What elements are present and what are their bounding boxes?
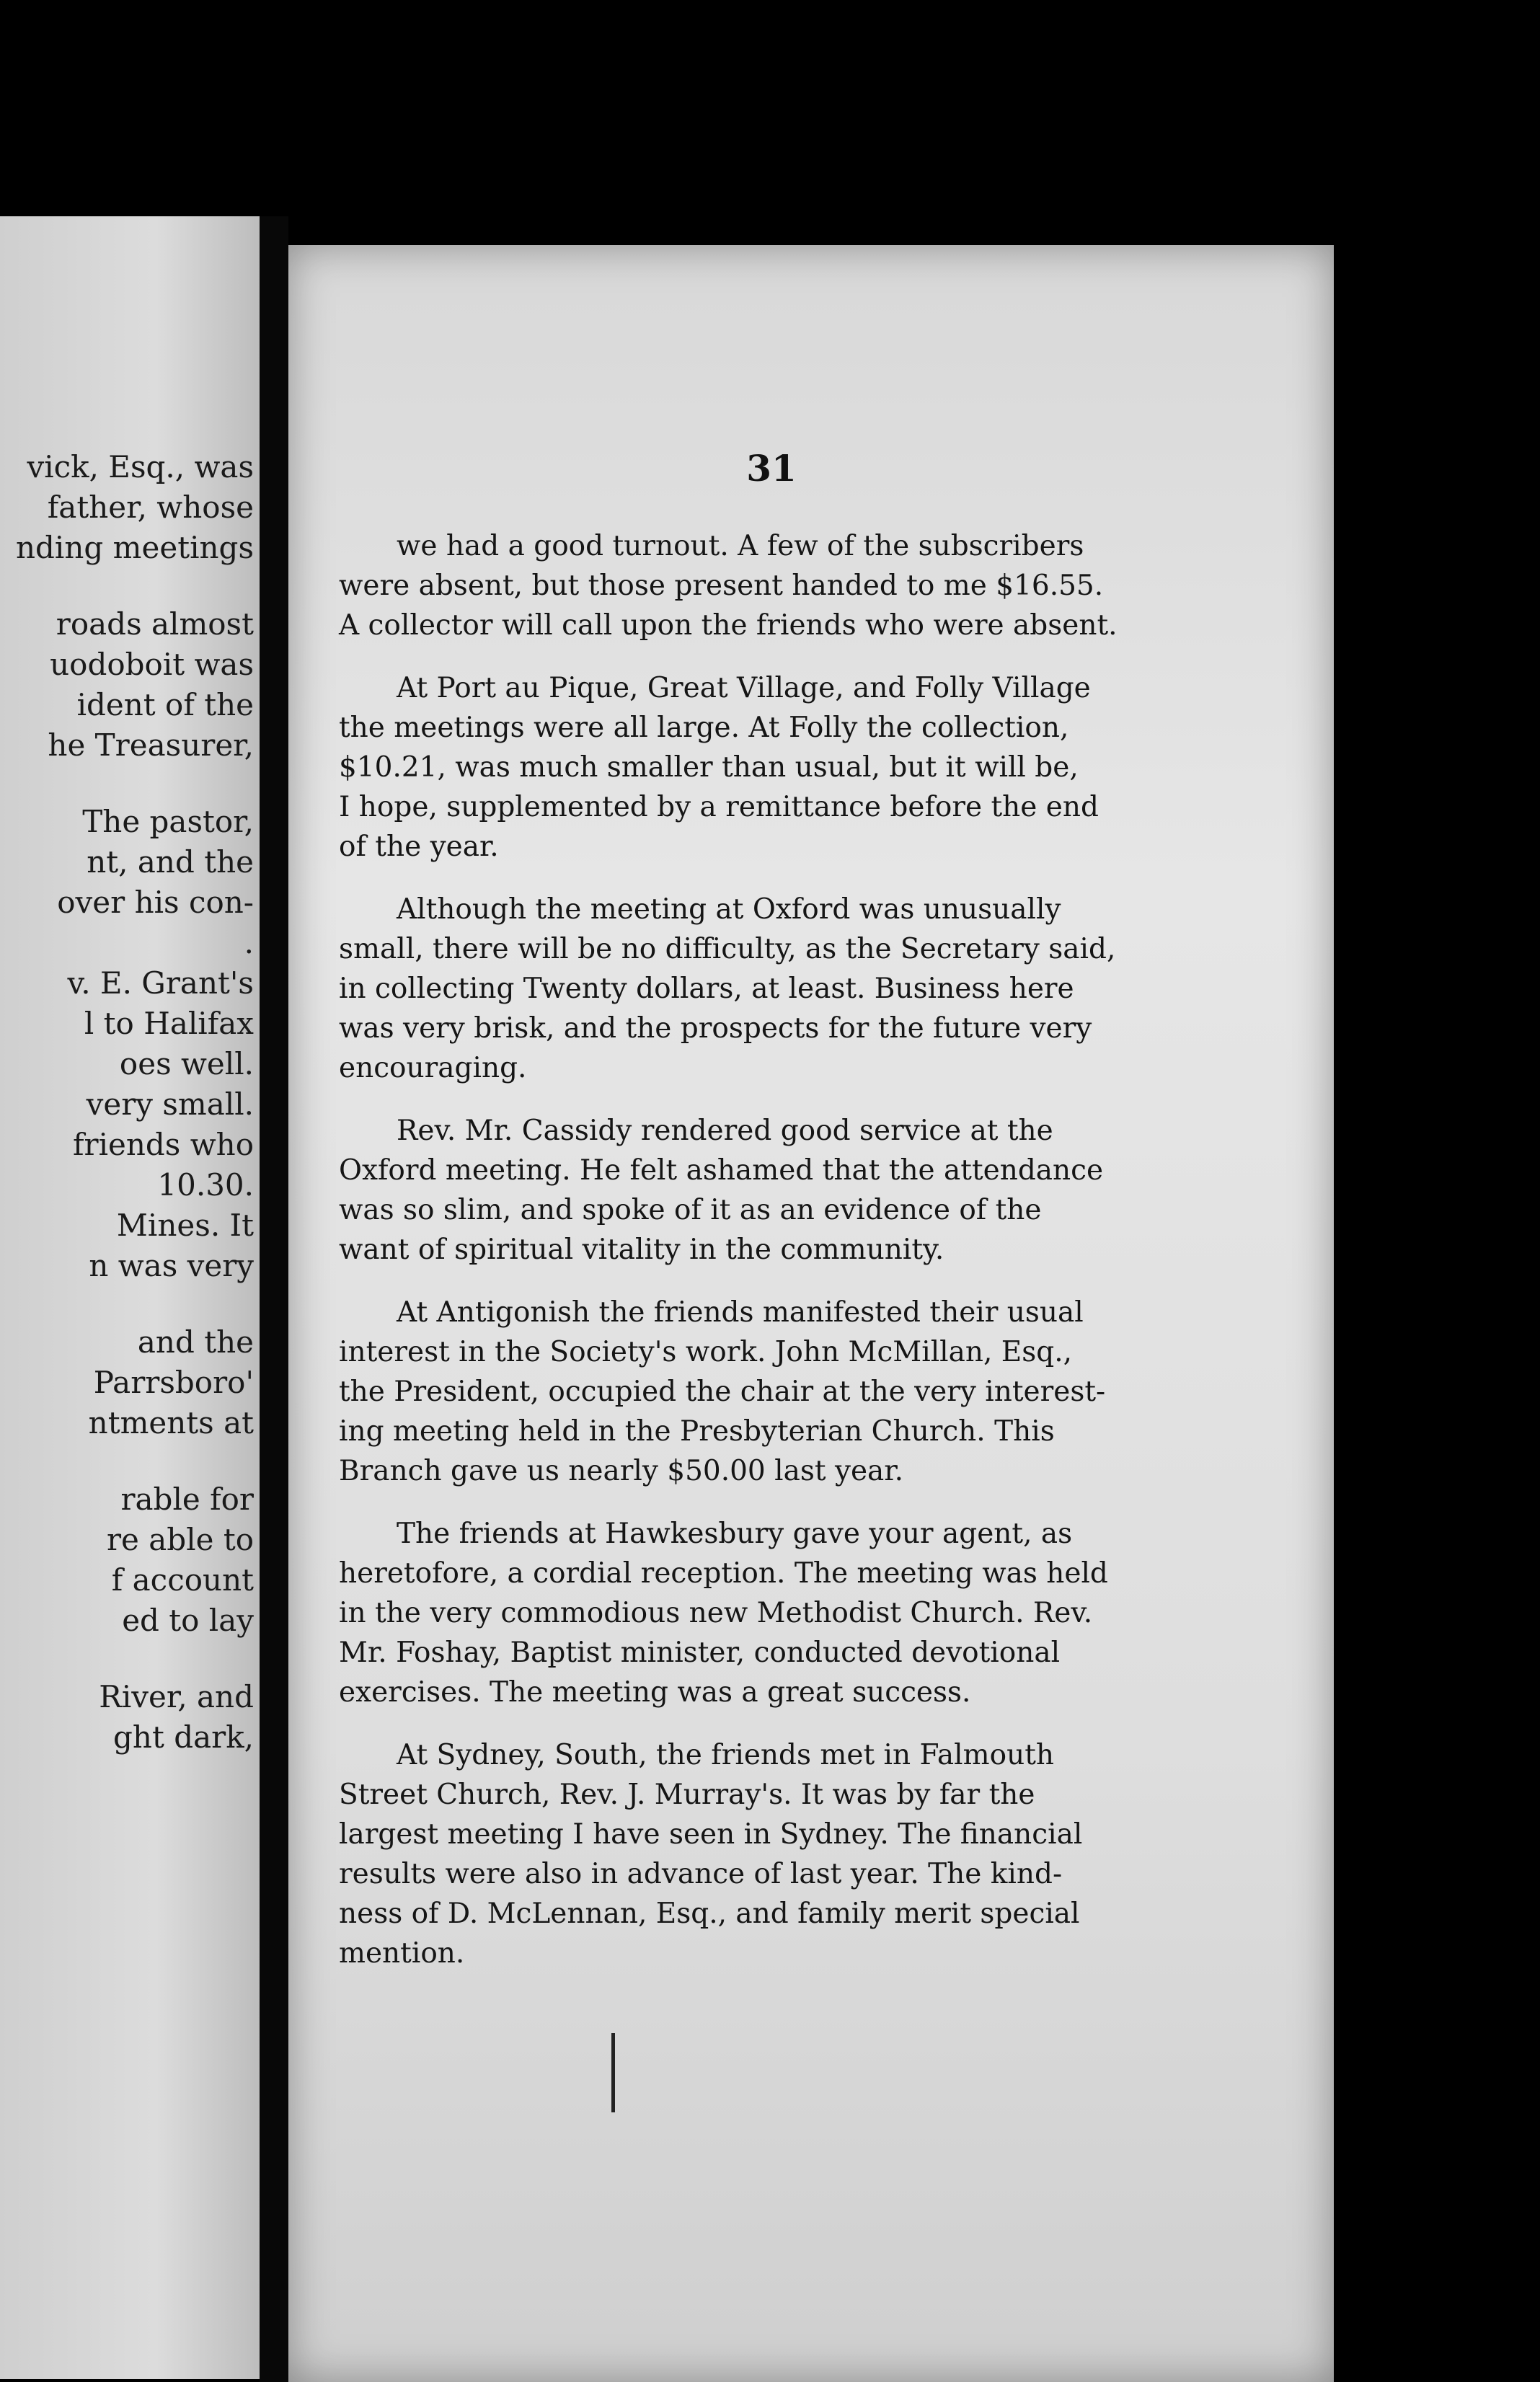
- previous-page-line: roads almost: [56, 606, 254, 642]
- paragraph-line: exercises. The meeting was a great success.: [339, 1676, 971, 1709]
- previous-page-line: [16, 568, 254, 604]
- paragraph-line: small, there will be no difficulty, as the Secretary said,: [339, 933, 1116, 965]
- previous-page-line: oes well.: [119, 1046, 254, 1081]
- paragraph-line: ing meeting held in the Presbyterian Church. This: [339, 1415, 1055, 1448]
- paragraph-line: was very brisk, and the prospects for the future very: [339, 1012, 1092, 1045]
- paragraph-line: The friends at Hawkesbury gave your agent, as: [397, 1518, 1073, 1550]
- paragraph-line: we had a good turnout. A few of the subscribers: [397, 530, 1084, 562]
- previous-page-line: nding meetings: [16, 530, 254, 565]
- page-body: [339, 526, 1204, 1996]
- previous-page-line: n was very: [89, 1248, 254, 1283]
- paragraph-line: in the very commodious new Methodist Church. Rev.: [339, 1597, 1093, 1629]
- paragraph-line: $10.21, was much smaller than usual, but it will be,: [339, 751, 1079, 784]
- previous-page-line: ght dark,: [113, 1719, 254, 1755]
- previous-page-line: ident of the: [76, 687, 254, 722]
- previous-page-line: re able to: [106, 1522, 254, 1557]
- paragraph-line: ness of D. McLennan, Esq., and family merit special: [339, 1898, 1080, 1930]
- paragraph-line: mention.: [339, 1937, 465, 1970]
- paragraph-line: Branch gave us nearly $50.00 last year.: [339, 1455, 904, 1487]
- previous-page-line: Parrsboro': [93, 1365, 254, 1400]
- previous-page-text: [16, 447, 254, 1758]
- previous-page-line: he Treasurer,: [48, 727, 254, 763]
- paragraph-line: A collector will call upon the friends who were absent.: [339, 609, 1118, 642]
- page-number: 31: [746, 447, 797, 490]
- paragraph-line: of the year.: [339, 831, 499, 863]
- previous-page-line: very small.: [86, 1086, 254, 1122]
- paragraph: [339, 668, 1204, 867]
- previous-page-line: vick, Esq., was: [27, 449, 254, 484]
- paragraph-line: were absent, but those present handed to me $16.55.: [339, 570, 1104, 602]
- paragraph: [339, 890, 1204, 1088]
- paragraph: [339, 1111, 1204, 1270]
- previous-page-line: Mines. It: [116, 1208, 254, 1243]
- previous-page-line: [16, 1641, 254, 1677]
- previous-page-line: [16, 1443, 254, 1479]
- paragraph-line: Street Church, Rev. J. Murray's. It was by far the: [339, 1779, 1035, 1811]
- previous-page-line: nt, and the: [87, 844, 254, 880]
- paragraph-line: At Antigonish the friends manifested their usual: [397, 1296, 1084, 1329]
- paragraph-line: Although the meeting at Oxford was unusually: [397, 893, 1061, 926]
- paragraph-line: interest in the Society's work. John McMillan, Esq.,: [339, 1336, 1073, 1368]
- previous-page-line: The pastor,: [82, 804, 254, 839]
- previous-page-line: father, whose: [47, 490, 254, 525]
- previous-page-line: ntments at: [88, 1405, 254, 1440]
- previous-page-line: v. E. Grant's: [67, 965, 254, 1001]
- paragraph-line: heretofore, a cordial reception. The meeting was held: [339, 1557, 1108, 1590]
- paragraph: [339, 526, 1204, 645]
- paragraph-line: was so slim, and spoke of it as an evidence of the: [339, 1194, 1042, 1226]
- paragraph-line: results were also in advance of last year. The kind-: [339, 1858, 1063, 1890]
- paragraph: [339, 1293, 1204, 1491]
- previous-page-line: 10.30.: [157, 1167, 254, 1203]
- paragraph-line: At Port au Pique, Great Village, and Folly Village: [397, 672, 1091, 704]
- paragraph-line: I hope, supplemented by a remittance before the end: [339, 791, 1099, 823]
- previous-page-fragment: [0, 216, 260, 2379]
- previous-page-line: ed to lay: [122, 1603, 254, 1638]
- ink-mark: [611, 2033, 615, 2112]
- paragraph-line: want of spiritual vitality in the community.: [339, 1234, 944, 1266]
- paragraph-line: Mr. Foshay, Baptist minister, conducted devotional: [339, 1637, 1061, 1669]
- paragraph-line: the meetings were all large. At Folly the collection,: [339, 712, 1069, 744]
- previous-page-line: rable for: [120, 1482, 254, 1517]
- paragraph-line: largest meeting I have seen in Sydney. The financial: [339, 1818, 1083, 1851]
- paragraph: [339, 1735, 1204, 1973]
- previous-page-line: friends who: [72, 1127, 254, 1162]
- previous-page-line: uodoboit was: [50, 647, 254, 682]
- paragraph-line: in collecting Twenty dollars, at least. Business here: [339, 973, 1074, 1005]
- paragraph-line: Rev. Mr. Cassidy rendered good service at the: [397, 1115, 1053, 1147]
- page-gutter: [260, 216, 288, 2382]
- paragraph: [339, 1514, 1204, 1712]
- paragraph-line: Oxford meeting. He felt ashamed that the attendance: [339, 1154, 1104, 1187]
- previous-page-line: over his con-: [57, 885, 254, 920]
- previous-page-line: l to Halifax: [84, 1006, 254, 1041]
- previous-page-line: f account: [111, 1562, 254, 1598]
- previous-page-line: [16, 766, 254, 802]
- paragraph-line: encouraging.: [339, 1052, 527, 1084]
- paragraph-line: the President, occupied the chair at the very interest-: [339, 1376, 1106, 1408]
- previous-page-line: and the: [137, 1324, 254, 1360]
- previous-page-line: [16, 1286, 254, 1322]
- previous-page-line: River, and: [99, 1679, 254, 1714]
- paragraph-line: At Sydney, South, the friends met in Falmouth: [397, 1739, 1055, 1771]
- previous-page-line: .: [244, 925, 254, 960]
